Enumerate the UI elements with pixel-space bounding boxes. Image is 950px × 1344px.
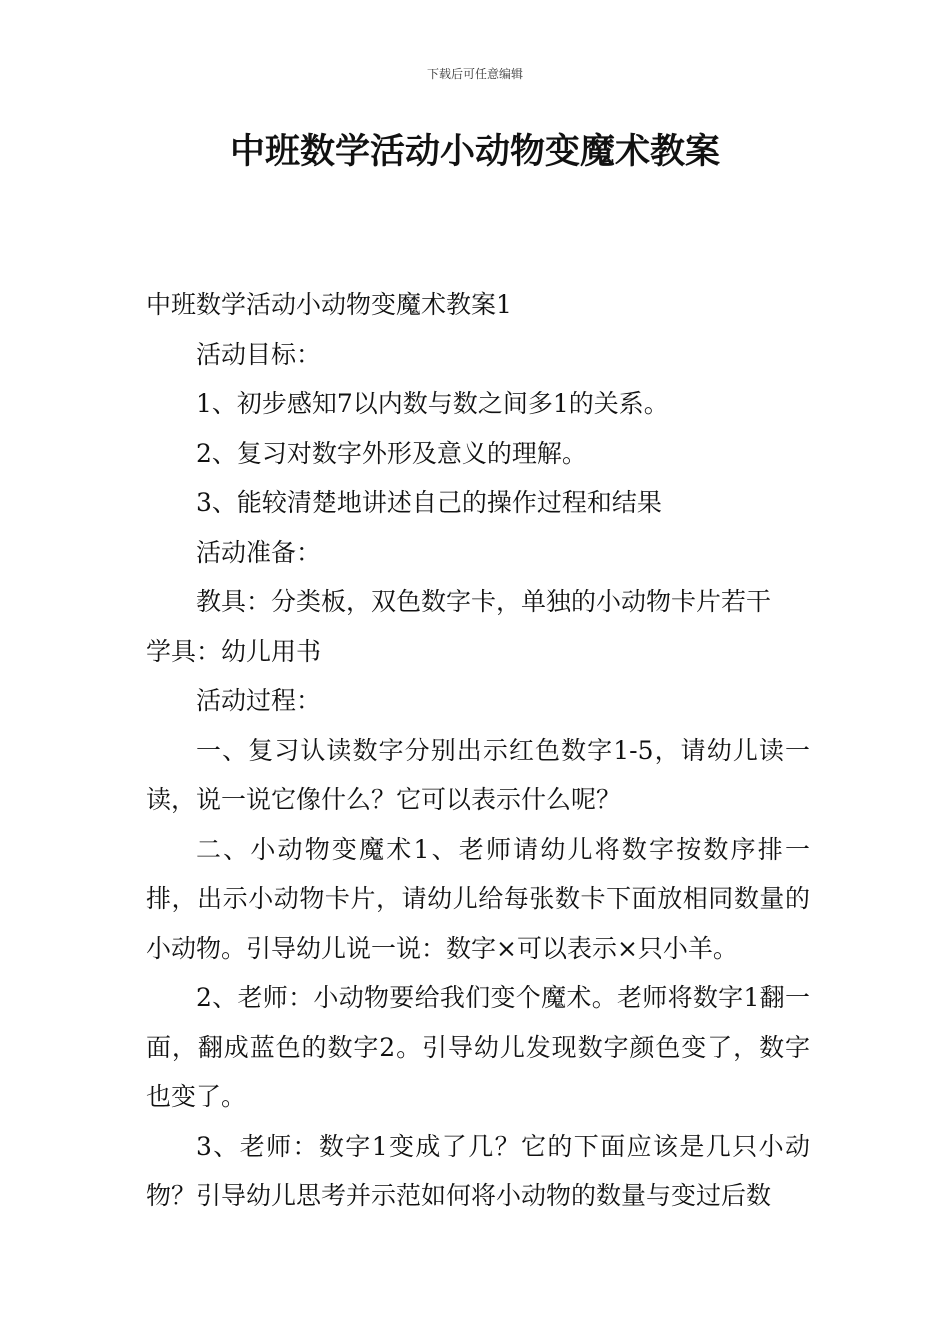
paragraph: 3、能较清楚地讲述自己的操作过程和结果 — [196, 488, 662, 517]
paragraph: 2、老师：小动物要给我们变个魔术。老师将数字1翻一面，翻成蓝色的数字2。引导幼儿发现数字颜色变了，数字也变了。 — [146, 983, 810, 1111]
paragraph: 活动过程： — [196, 686, 322, 715]
paragraph: 3、老师：数字1变成了几？它的下面应该是几只小动物？引导幼儿思考并示范如何将小动物的数量与变过后数 — [146, 1131, 810, 1210]
paragraph: 一、复习认读数字分别出示红色数字1-5，请幼儿读一读，说一说它像什么？它可以表示什么呢？ — [146, 735, 810, 814]
paragraph: 活动准备： — [196, 537, 322, 567]
paragraph: 1、初步感知7以内数与数之间多1的关系。 — [196, 389, 669, 418]
paragraph: 教具：分类板，双色数字卡，单独的小动物卡片若干 — [196, 587, 772, 616]
paragraph: 活动目标： — [196, 339, 322, 369]
document-body — [146, 280, 810, 1221]
paragraph: 学具：幼儿用书 — [146, 636, 322, 666]
paragraph: 2、复习对数字外形及意义的理解。 — [196, 438, 587, 468]
paragraph: 二、小动物变魔术1、老师请幼儿将数字按数序排一排，出示小动物卡片，请幼儿给每张数卡下面放相同数量的小动物。引导幼儿说一说：数字×可以表示×只小羊。 — [146, 834, 810, 963]
paragraph: 中班数学活动小动物变魔术教案1 — [146, 290, 512, 319]
header-note: 下载后可任意编辑 — [426, 67, 523, 81]
document-title: 中班数学活动小动物变魔术教案 — [229, 131, 720, 172]
